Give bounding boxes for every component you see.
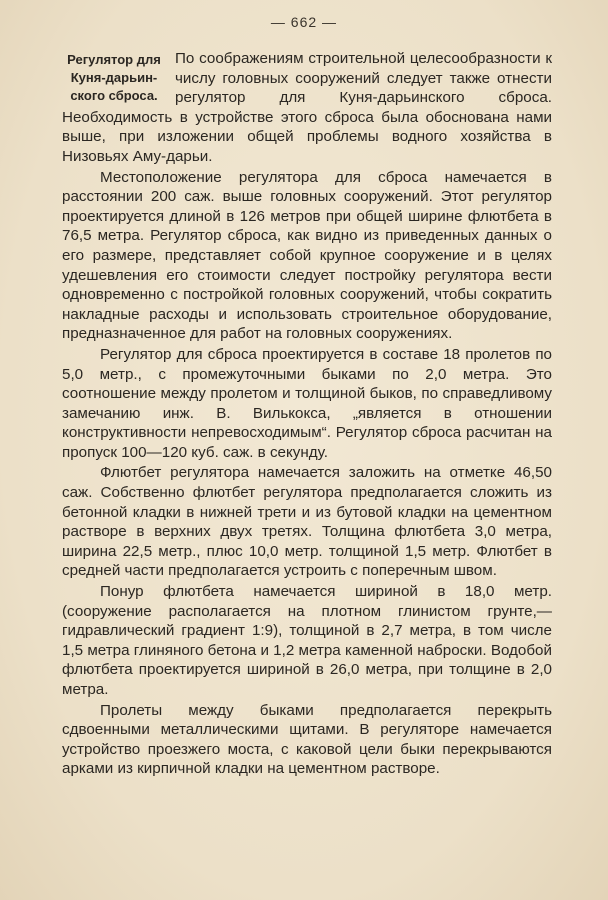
- paragraph-4: Флютбет регулятора намечается заложить на отметке 46,50 саж. Собственно флютбет регулятора предполагается сложить из бетонной кладки в нижней трети и из бутовой кладки на цементном растворе в верхних двух третях. Толщина флютбета 3,0 метра, ширина 22,5 метр., плюс 10,0 метр. толщиной 1,5 метр. Флютбет в средней части предполагается устроить с поперечным швом.: [62, 464, 552, 580]
- margin-heading-line-3: ского сброса.: [70, 88, 158, 103]
- paragraph-1: По соображениям строительной целесообразности к числу головных сооружений следует также отнести регулятор для Куня-дарьинского сброса. Необходимость в устройстве этого сброса была обоснована нами выше, при изложении общей проблемы водного хозяйства в Низовьях Аму-дарьи.: [62, 50, 552, 165]
- paragraph-6: Пролеты между быками предполагается перекрыть сдвоенными металлическими щитами. В регуляторе намечается устройство проезжего моста, с каковой цели быки перекрываются арками из кирпичной кладки на цементном растворе.: [62, 701, 552, 778]
- body-text: [62, 49, 552, 779]
- page-number: — 662 —: [270, 14, 338, 30]
- paragraph-5: Понур флютбета намечается шириной в 18,0 метр. (сооружение располагается на плотном глинистом грунте,—гидравлический градиент 1:9), толщиной в 2,7 метра, в том числе 1,5 метра глиняного бетона и 1,2 метра каменной наброски. Водобой флютбета проектируется шириной в 26,0 метра, при толщине в 2,0 метра.: [62, 583, 552, 698]
- margin-heading-line-2: Куня-дарьин-: [70, 70, 158, 85]
- paragraph-2: Местоположение регулятора для сброса намечается в расстоянии 200 саж. выше головных сооружений. Этот регулятор проектируется длиной в 126 метров при общей ширине флютбета в 76,5 метра. Регулятор сброса, как видно из приведенных данных о его размере, представляет собой крупное сооружение и в целях удешевления его стоимости следует постройку регулятора вести одновременно с постройкой головных сооружений, чтобы сократить накладные расходы и использовать строительное оборудование, предназначенное для работ на головных сооружениях.: [62, 168, 552, 343]
- margin-heading-line-1: Регулятор для: [67, 52, 161, 67]
- paragraph-3: Регулятор для сброса проектируется в составе 18 пролетов по 5,0 метр., с промежуточными быками по 2,0 метра. Это соотношение между пролетом и толщиной быков, по справедливому замечанию инж. В. Вилькокса, „является в отношении конструктивности непревосходимым“. Регулятор сброса расчитан на пропуск 100—120 куб. саж. в секунду.: [62, 345, 552, 461]
